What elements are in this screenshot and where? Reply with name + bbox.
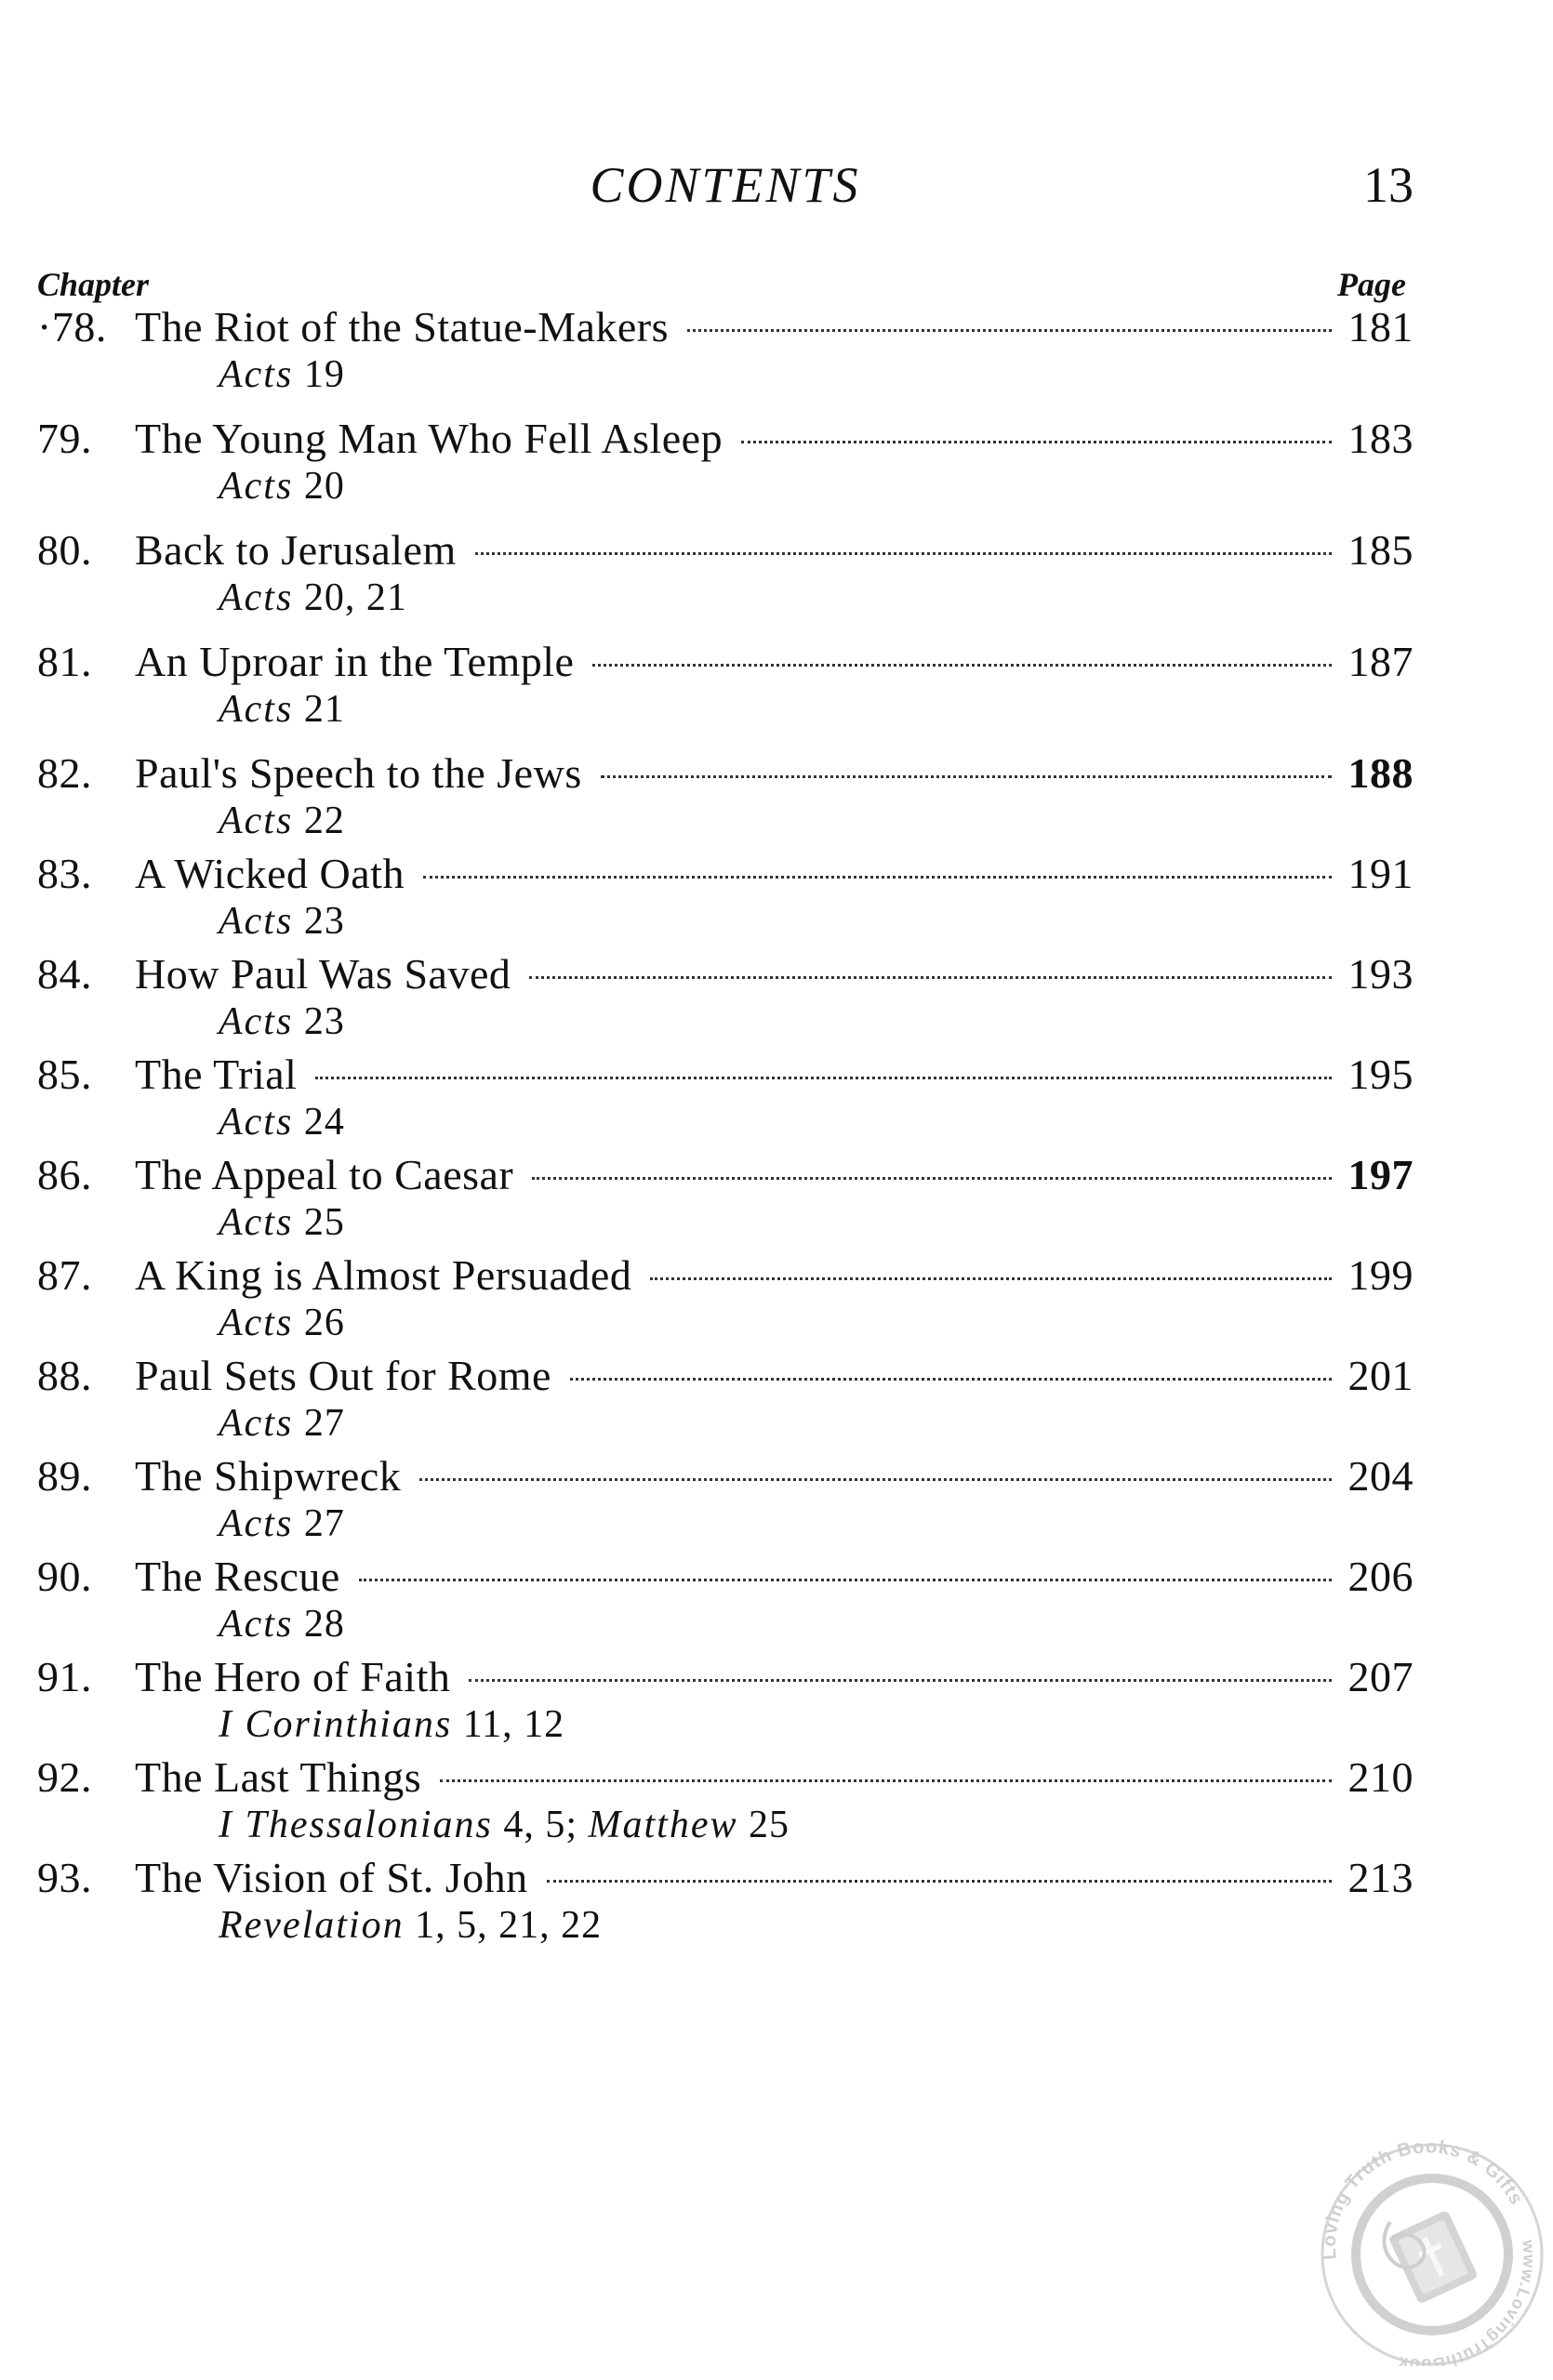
- page-reference: 185: [1347, 526, 1414, 574]
- page-reference: 204: [1347, 1452, 1414, 1500]
- toc-entry: [37, 1452, 1414, 1547]
- seal-text-bottom: www.LovingTruthBook: [1396, 2239, 1539, 2366]
- book-name: Acts: [219, 353, 294, 396]
- chapter-number: 80.: [37, 526, 92, 574]
- chapter-verses: 26: [303, 1302, 345, 1344]
- scripture-reference: [37, 1501, 1414, 1547]
- dot-leader: [315, 1077, 1332, 1079]
- toc-entry: [37, 1151, 1414, 1246]
- page-reference: 199: [1347, 1251, 1414, 1299]
- book-name: Acts: [219, 1201, 294, 1244]
- table-of-contents: [37, 303, 1414, 1949]
- page-reference: 206: [1347, 1553, 1414, 1600]
- scripture-reference: [37, 1701, 1414, 1748]
- book-name: Acts: [219, 1101, 294, 1144]
- toc-entry: [37, 1553, 1414, 1647]
- scripture-reference: [37, 1300, 1414, 1346]
- toc-entry: [37, 1753, 1414, 1848]
- dot-leader: [529, 976, 1332, 979]
- scripture-reference: [37, 798, 1414, 844]
- scripture-reference: [37, 575, 1414, 621]
- book-name: I Corinthians: [219, 1703, 453, 1746]
- dot-leader: [532, 1177, 1332, 1180]
- chapter-verses: 19: [303, 353, 345, 396]
- chapter-number: 91.: [37, 1653, 92, 1700]
- page-reference: 210: [1347, 1753, 1414, 1801]
- chapter-number: 88.: [37, 1352, 92, 1399]
- chapter-number: 87.: [37, 1251, 92, 1299]
- chapter-number: 90.: [37, 1553, 92, 1600]
- toc-entry: [37, 303, 1414, 398]
- chapter-title: A Wicked Oath: [135, 850, 405, 897]
- chapter-title: The Rescue: [135, 1553, 340, 1600]
- page-reference: 187: [1347, 638, 1414, 685]
- toc-entry: [37, 1051, 1414, 1145]
- chapter-verses: 20, 21: [303, 576, 407, 619]
- chapter-title: The Hero of Faith: [135, 1653, 451, 1700]
- toc-entry: [37, 1653, 1414, 1748]
- chapter-number: 79.: [37, 415, 92, 462]
- chapter-number: 92.: [37, 1753, 92, 1801]
- toc-entry: [37, 1854, 1414, 1949]
- toc-entry: [37, 1251, 1414, 1346]
- book-name: Acts: [219, 900, 294, 943]
- seal-text-top: Loving Truth Books & Gifts: [1319, 2136, 1527, 2261]
- toc-entry: [37, 415, 1414, 509]
- toc-entry: [37, 850, 1414, 945]
- scripture-reference: [37, 351, 1414, 398]
- chapter-verses: 28: [303, 1603, 345, 1646]
- page-reference: 181: [1347, 303, 1414, 350]
- chapter-title: The Shipwreck: [135, 1452, 402, 1500]
- chapter-title: The Young Man Who Fell Asleep: [135, 415, 723, 462]
- chapter-number: 86.: [37, 1151, 92, 1198]
- chapter-verses: 23: [303, 1000, 345, 1043]
- scripture-reference: [37, 1400, 1414, 1447]
- chapter-verses: 20: [303, 465, 345, 508]
- scripture-reference: [37, 998, 1414, 1045]
- running-title: CONTENTS: [590, 157, 861, 213]
- scripture-reference: [37, 1601, 1414, 1647]
- chapter-verses: 27: [303, 1402, 345, 1445]
- chapter-number: 82.: [37, 749, 92, 797]
- toc-entry: [37, 950, 1414, 1045]
- chapter-verses: 25: [303, 1201, 345, 1244]
- chapter-verses: 24: [303, 1101, 345, 1144]
- chapter-verses: 27: [303, 1502, 345, 1545]
- chapter-title: The Last Things: [135, 1753, 422, 1801]
- dot-leader: [601, 775, 1332, 778]
- page-reference: 191: [1347, 850, 1414, 897]
- page-reference: 193: [1347, 950, 1414, 998]
- scripture-reference: [37, 463, 1414, 509]
- toc-entry: [37, 638, 1414, 733]
- chapter-number: 83.: [37, 850, 92, 897]
- dot-leader: [650, 1277, 1332, 1280]
- chapter-number: 93.: [37, 1854, 92, 1901]
- chapter-title: Paul Sets Out for Rome: [135, 1352, 551, 1399]
- dot-leader: [475, 552, 1332, 555]
- toc-entry: [37, 526, 1414, 621]
- chapter-number: ·78.: [37, 303, 107, 350]
- chapter-number: 84.: [37, 950, 92, 998]
- book-name: Matthew: [588, 1804, 738, 1846]
- dot-leader: [547, 1880, 1332, 1883]
- toc-entry: [37, 749, 1414, 844]
- book-name: Acts: [219, 1603, 294, 1646]
- chapter-column-heading: Chapter: [37, 266, 150, 303]
- dot-leader: [419, 1478, 1332, 1481]
- book-name: Acts: [219, 576, 294, 619]
- scripture-reference: [37, 898, 1414, 945]
- chapter-verses: 23: [303, 900, 345, 943]
- page-reference: 195: [1347, 1051, 1414, 1098]
- chapter-number: 89.: [37, 1452, 92, 1500]
- dot-leader: [423, 876, 1332, 879]
- chapter-title: The Vision of St. John: [135, 1854, 528, 1901]
- page-reference: 188: [1347, 749, 1414, 797]
- dot-leader: [570, 1378, 1332, 1381]
- chapter-verses: 4, 5;: [503, 1804, 578, 1846]
- toc-entry: [37, 1352, 1414, 1447]
- chapter-title: The Trial: [135, 1051, 298, 1098]
- chapter-title: A King is Almost Persuaded: [135, 1251, 632, 1299]
- page-reference: 201: [1347, 1352, 1414, 1399]
- book-name: Acts: [219, 465, 294, 508]
- page-reference: 197: [1347, 1151, 1414, 1198]
- bible-icon: [1388, 2210, 1479, 2305]
- chapter-title: An Uproar in the Temple: [135, 638, 575, 685]
- page-number: 13: [1363, 157, 1414, 213]
- chapter-title: The Riot of the Statue-Makers: [135, 303, 670, 350]
- watermark-seal: [1288, 2101, 1553, 2366]
- book-name: Acts: [219, 1502, 294, 1545]
- book-name: Acts: [219, 800, 294, 842]
- chapter-verses: 11, 12: [462, 1703, 565, 1746]
- chapter-verses: 25: [749, 1804, 790, 1846]
- dot-leader: [469, 1679, 1332, 1682]
- scripture-reference: [37, 1802, 1414, 1848]
- chapter-verses: 1, 5, 21, 22: [415, 1904, 603, 1947]
- column-headings: [37, 265, 1406, 306]
- book-name: Acts: [219, 688, 294, 731]
- scripture-reference: [37, 1199, 1414, 1246]
- book-name: I Thessalonians: [219, 1804, 493, 1846]
- running-head: [0, 156, 1553, 221]
- scripture-reference: [37, 1902, 1414, 1949]
- dot-leader: [440, 1779, 1332, 1782]
- page-reference: 183: [1347, 415, 1414, 462]
- scripture-reference: [37, 686, 1414, 733]
- chapter-number: 81.: [37, 638, 92, 685]
- seal-graphic: [1288, 2101, 1553, 2366]
- chapter-title: The Appeal to Caesar: [135, 1151, 514, 1198]
- chapter-title: How Paul Was Saved: [135, 950, 511, 998]
- page-column-heading: Page: [1337, 266, 1406, 303]
- dot-leader: [592, 664, 1332, 667]
- scripture-reference: [37, 1099, 1414, 1145]
- dot-leader: [687, 329, 1332, 332]
- chapter-verses: 21: [303, 688, 345, 731]
- chapter-verses: 22: [303, 800, 345, 842]
- chapter-title: Paul's Speech to the Jews: [135, 749, 582, 797]
- page-reference: 213: [1347, 1854, 1414, 1901]
- book-name: Revelation: [219, 1904, 405, 1947]
- chapter-title: Back to Jerusalem: [135, 526, 457, 574]
- book-name: Acts: [219, 1302, 294, 1344]
- chapter-number: 85.: [37, 1051, 92, 1098]
- book-name: Acts: [219, 1000, 294, 1043]
- dot-leader: [359, 1579, 1332, 1581]
- dot-leader: [741, 441, 1332, 443]
- book-name: Acts: [219, 1402, 294, 1445]
- page-reference: 207: [1347, 1653, 1414, 1700]
